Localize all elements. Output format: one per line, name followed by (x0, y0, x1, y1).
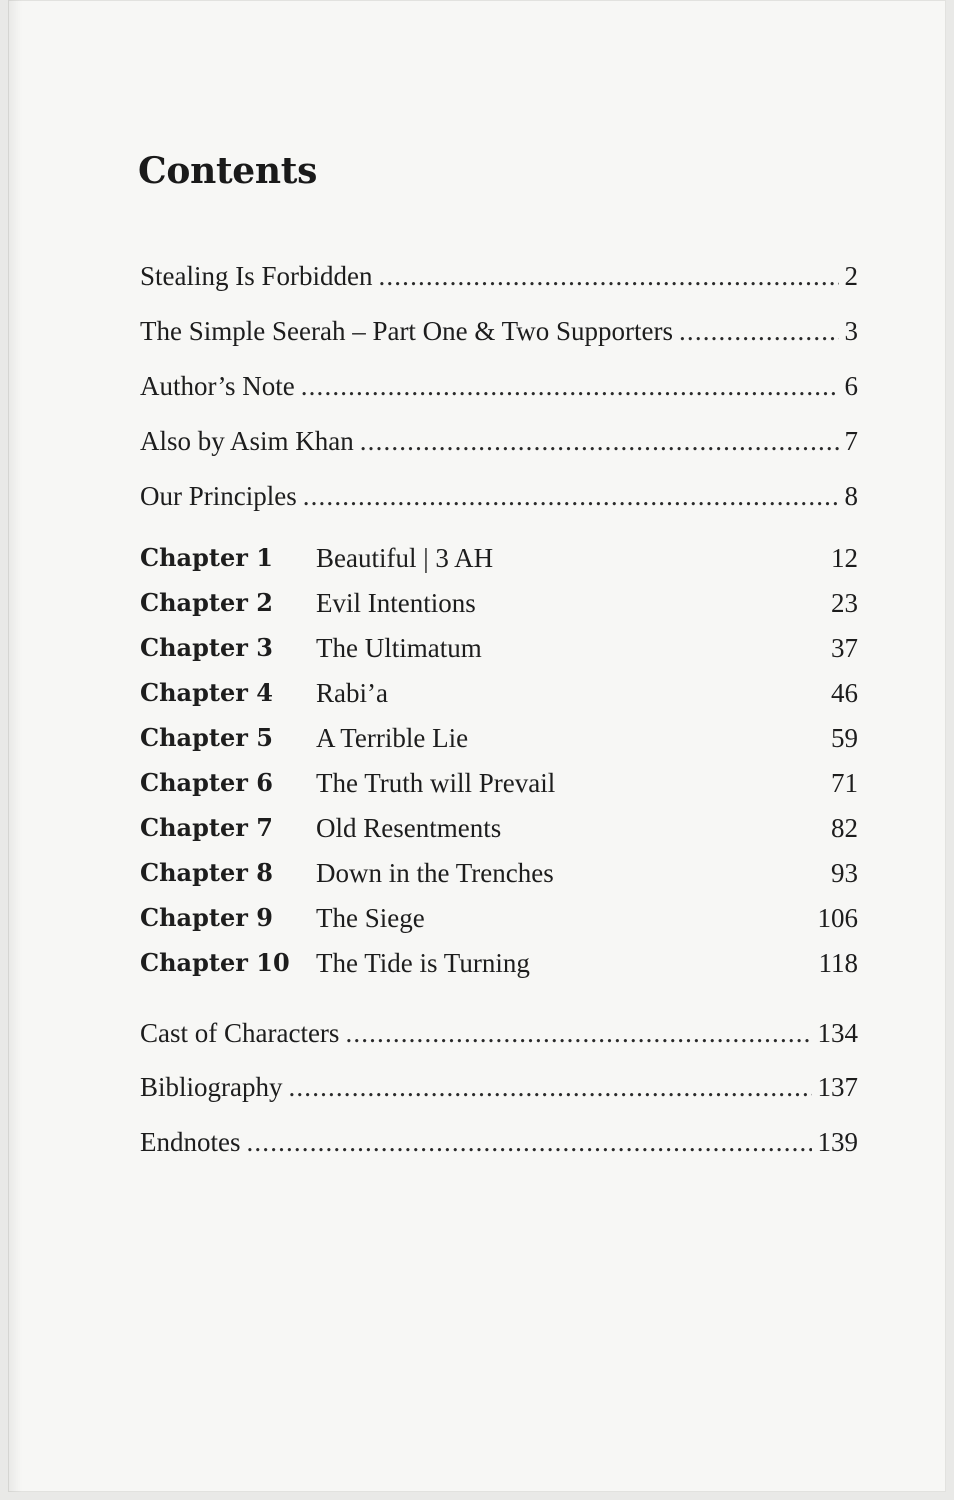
dot-leader (679, 313, 838, 349)
chapter-page: 118 (818, 948, 858, 978)
chapter-entry (140, 630, 858, 666)
toc-entry-title: Also by Asim Khan (140, 426, 354, 456)
chapter-label: Chapter 4 (140, 678, 273, 707)
dot-leader (289, 1069, 812, 1105)
chapter-title: Rabi’a (316, 678, 388, 708)
chapter-page: 106 (817, 903, 858, 933)
toc-entry-title: The Simple Seerah – Part One & Two Supporters (140, 316, 674, 346)
chapter-title: The Siege (316, 903, 425, 933)
chapter-label: Chapter 3 (140, 633, 273, 662)
chapter-label: Chapter 10 (140, 948, 290, 977)
book-page (8, 0, 946, 1492)
dot-leader (378, 258, 838, 294)
chapter-title: The Tide is Turning (316, 948, 530, 978)
chapter-label: Chapter 2 (140, 588, 273, 617)
toc-entry-page: 6 (844, 371, 858, 401)
dot-leader (303, 478, 839, 514)
chapter-title: The Truth will Prevail (316, 768, 556, 798)
toc-entry-title: Our Principles (140, 481, 297, 511)
chapter-entry (140, 720, 858, 756)
toc-entry-page: 2 (844, 261, 858, 291)
chapter-title: Evil Intentions (316, 588, 476, 618)
chapter-label: Chapter 9 (140, 903, 273, 932)
chapter-entry (140, 765, 858, 801)
page-title: Contents (138, 150, 318, 192)
dot-leader (247, 1124, 812, 1160)
toc-entry-page: 139 (817, 1127, 858, 1157)
toc-entry-page: 134 (817, 1018, 858, 1048)
dot-leader (360, 423, 839, 459)
toc-entry-title: Cast of Characters (140, 1018, 340, 1048)
chapter-entry (140, 810, 858, 846)
toc-entry (140, 1124, 858, 1160)
toc-entry-title: Endnotes (140, 1127, 241, 1157)
toc-entry-title: Author’s Note (140, 371, 295, 401)
chapter-label: Chapter 6 (140, 768, 273, 797)
chapter-page: 82 (831, 813, 858, 843)
chapter-page: 46 (831, 678, 858, 708)
toc-entry-title: Stealing Is Forbidden (140, 261, 373, 291)
chapter-title: Beautiful | 3 AH (316, 543, 494, 573)
chapter-entry (140, 945, 858, 981)
toc-entry-page: 7 (844, 426, 858, 456)
toc-entry-page: 8 (844, 481, 858, 511)
chapter-title: Old Resentments (316, 813, 502, 843)
chapter-entry (140, 540, 858, 576)
chapter-label: Chapter 5 (140, 723, 273, 752)
chapter-title: Down in the Trenches (316, 858, 554, 888)
chapter-entry (140, 675, 858, 711)
toc-entry-page: 3 (844, 316, 858, 346)
chapter-title: A Terrible Lie (316, 723, 469, 753)
chapter-page: 93 (831, 858, 858, 888)
toc-entry (140, 423, 858, 459)
toc-entry-page: 137 (817, 1072, 858, 1102)
dot-leader (345, 1015, 811, 1051)
toc-entry (140, 258, 858, 294)
chapter-page: 12 (831, 543, 858, 573)
toc-entry (140, 368, 858, 404)
chapter-entry (140, 855, 858, 891)
toc-entry (140, 313, 858, 349)
chapter-page: 59 (831, 723, 858, 753)
toc-entry (140, 1015, 858, 1051)
chapter-page: 23 (831, 588, 858, 618)
toc-entry (140, 1069, 858, 1105)
chapter-title: The Ultimatum (316, 633, 482, 663)
chapter-page: 71 (831, 768, 858, 798)
chapter-label: Chapter 7 (140, 813, 273, 842)
chapter-page: 37 (831, 633, 858, 663)
dot-leader (301, 368, 839, 404)
chapter-label: Chapter 1 (140, 543, 273, 572)
toc-entry (140, 478, 858, 514)
chapter-entry (140, 585, 858, 621)
chapter-label: Chapter 8 (140, 858, 273, 887)
toc-entry-title: Bibliography (140, 1072, 283, 1102)
chapter-entry (140, 900, 858, 936)
